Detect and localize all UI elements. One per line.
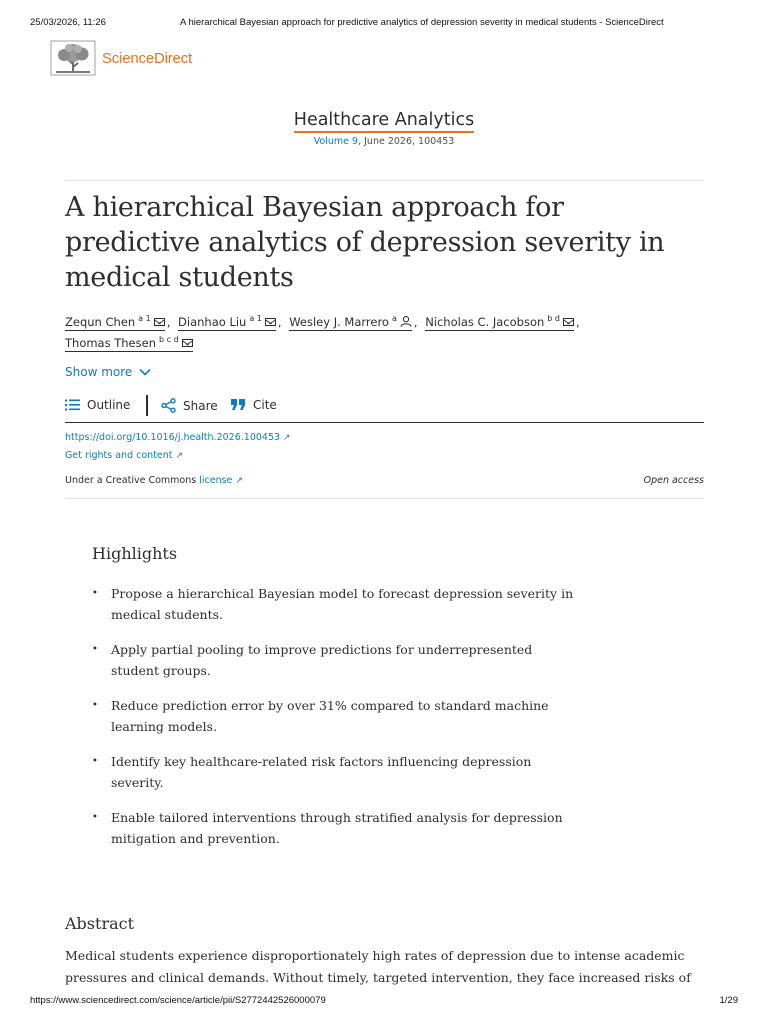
- quote-icon: [231, 399, 246, 411]
- share-icon: [161, 398, 176, 413]
- mail-icon: [182, 339, 193, 347]
- list-item: • Enable tailored interventions through stratified analysis for depression mitigation and prevention.: [92, 807, 582, 849]
- author-link[interactable]: [425, 311, 574, 331]
- cite-button[interactable]: [231, 398, 277, 412]
- list-item: • Reduce prediction error by over 31% compared to standard machine learning models.: [92, 695, 582, 737]
- abstract-text: Medical students experience disproportionately high rates of depression due to intense academic pressures and clinical demands. Without timely, targeted intervention, they face increased risks of: [65, 948, 691, 985]
- print-page-number: 1/29: [719, 995, 738, 1006]
- author-name: Wesley J. Marrero: [289, 315, 389, 329]
- external-link-icon: ↗: [235, 476, 243, 486]
- abstract-heading: Abstract: [65, 914, 135, 933]
- volume-link[interactable]: Volume 9: [313, 136, 359, 147]
- author-affiliation: a 1: [249, 314, 262, 323]
- list-item: • Propose a hierarchical Bayesian model to forecast depression severity in medical students.: [92, 583, 582, 625]
- elsevier-tree-icon: [50, 40, 96, 76]
- author-link[interactable]: [65, 311, 165, 331]
- rights-link[interactable]: [65, 450, 183, 461]
- author-affiliation: b d: [547, 314, 560, 323]
- person-icon: [400, 316, 412, 327]
- list-icon: [65, 399, 80, 411]
- journal-header: [0, 110, 768, 147]
- author-name: Nicholas C. Jacobson: [425, 315, 545, 329]
- list-item: • Apply partial pooling to improve predictions for underrepresented student groups.: [92, 639, 582, 681]
- author-name: Dianhao Liu: [178, 315, 247, 329]
- author-name: Thomas Thesen: [65, 336, 156, 350]
- print-url: https://www.sciencedirect.com/science/article/pii/S2772442526000079: [30, 995, 326, 1006]
- print-datetime: 25/03/2026, 11:26: [30, 17, 106, 28]
- highlights-list: [92, 583, 582, 863]
- author-affiliation: a: [391, 314, 397, 323]
- article-toolbar: [65, 395, 704, 423]
- sciencedirect-logo[interactable]: [50, 40, 192, 76]
- author-affiliation: b c d: [159, 335, 179, 344]
- rights-text: Get rights and content: [65, 450, 173, 461]
- author-link[interactable]: [178, 311, 276, 331]
- cite-label: Cite: [253, 398, 277, 412]
- open-access-label: Open access: [643, 475, 704, 486]
- journal-title[interactable]: Healthcare Analytics: [294, 110, 474, 133]
- mail-icon: [154, 318, 165, 326]
- brand-name: ScienceDirect: [102, 49, 192, 67]
- author-link[interactable]: [289, 311, 412, 331]
- divider: [65, 180, 704, 181]
- divider: [65, 498, 704, 499]
- external-link-icon: ↗: [283, 433, 291, 443]
- author-link[interactable]: [65, 332, 193, 352]
- author-name: Zequn Chen: [65, 315, 136, 329]
- show-more-button[interactable]: [65, 365, 151, 379]
- license-prefix: Under a Creative Commons: [65, 475, 200, 486]
- article-title: A hierarchical Bayesian approach for predictive analytics of depression severity in medical students: [65, 192, 665, 293]
- author-list: Zequn Chen $^{a 1}$ , Dianhao Liu $^{a 1}$ , Wesley J. Marrero $^a$ , Nicholas C. Jacobson $^{b d}$ , Thomas Thesen $^{b c d}$: [65, 311, 705, 353]
- outline-label: Outline: [87, 398, 131, 412]
- list-item: • Identify key healthcare-related risk factors influencing depression severity.: [92, 751, 582, 793]
- external-link-icon: ↗: [175, 451, 184, 461]
- show-more-label: Show more: [65, 365, 133, 379]
- outline-button[interactable]: [65, 398, 130, 412]
- mail-icon: [265, 318, 276, 326]
- license-link[interactable]: [199, 475, 243, 486]
- license-link-text: license: [199, 475, 233, 486]
- toolbar-divider: [146, 395, 148, 416]
- author-affiliation: a 1: [138, 314, 151, 323]
- mail-icon: [563, 318, 574, 326]
- share-button[interactable]: [161, 398, 218, 413]
- doi-text: https://doi.org/10.1016/j.health.2026.100453: [65, 432, 281, 443]
- journal-date-issue: , June 2026, 100453: [358, 136, 455, 147]
- doi-link[interactable]: [65, 432, 291, 443]
- highlights-heading: Highlights: [92, 544, 178, 563]
- journal-meta: [0, 136, 768, 147]
- share-label: Share: [183, 398, 218, 413]
- chevron-down-icon: [139, 368, 151, 376]
- license-line: [65, 475, 243, 486]
- print-doc-title: A hierarchical Bayesian approach for predictive analytics of depression severity in medical students - ScienceDirect: [180, 17, 664, 28]
